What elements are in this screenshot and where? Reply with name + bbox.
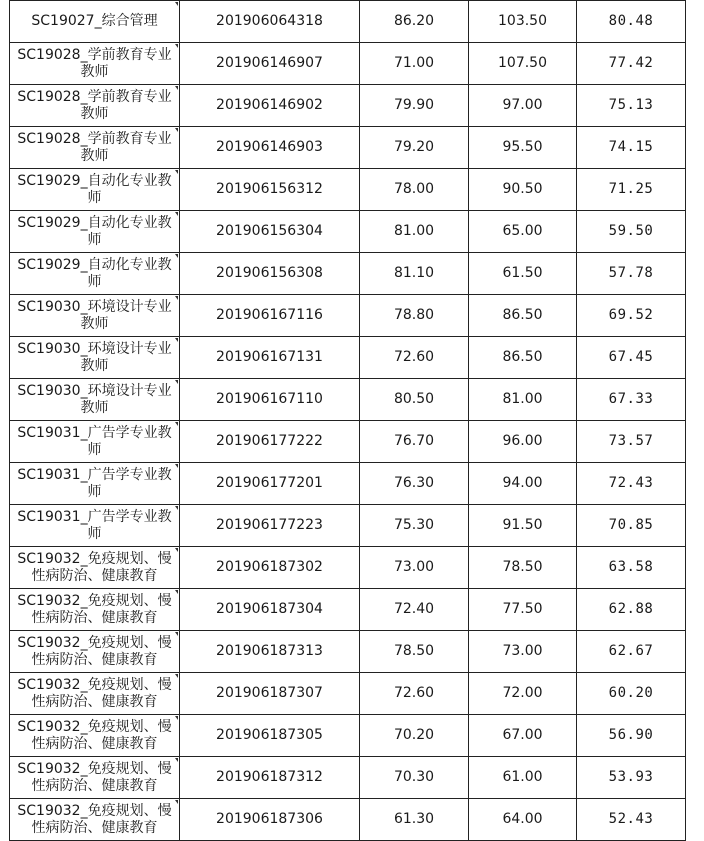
total-score-cell: 62.67 (577, 631, 686, 673)
interview-score-cell: 61.00 (469, 757, 577, 799)
interview-score-cell: 61.50 (469, 253, 577, 295)
exam-id-cell: 201906187306 (180, 799, 360, 841)
interview-score-cell: 65.00 (469, 211, 577, 253)
table-row (10, 631, 686, 673)
position-cell: SC19032_免疫规划、慢性病防治、健康教育 (10, 799, 180, 841)
table-row (10, 127, 686, 169)
written-score-cell: 73.00 (360, 547, 469, 589)
score-table-sheet (9, 0, 685, 841)
position-cell: SC19029_自动化专业教师 (10, 211, 180, 253)
score-table (9, 0, 686, 841)
table-row (10, 337, 686, 379)
written-score-cell: 61.30 (360, 799, 469, 841)
written-score-cell: 72.40 (360, 589, 469, 631)
position-cell: SC19032_免疫规划、慢性病防治、健康教育 (10, 715, 180, 757)
exam-id-cell: 201906167131 (180, 337, 360, 379)
position-cell: SC19030_环境设计专业教师 (10, 295, 180, 337)
exam-id-cell: 201906167110 (180, 379, 360, 421)
exam-id-cell: 201906064318 (180, 1, 360, 43)
position-cell: SC19031_广告学专业教师 (10, 505, 180, 547)
total-score-cell: 75.13 (577, 85, 686, 127)
position-cell: SC19032_免疫规划、慢性病防治、健康教育 (10, 547, 180, 589)
table-row (10, 505, 686, 547)
total-score-cell: 57.78 (577, 253, 686, 295)
position-cell: SC19031_广告学专业教师 (10, 463, 180, 505)
exam-id-cell: 201906146902 (180, 85, 360, 127)
total-score-cell: 59.50 (577, 211, 686, 253)
table-row (10, 799, 686, 841)
interview-score-cell: 81.00 (469, 379, 577, 421)
interview-score-cell: 72.00 (469, 673, 577, 715)
exam-id-cell: 201906146903 (180, 127, 360, 169)
interview-score-cell: 78.50 (469, 547, 577, 589)
interview-score-cell: 77.50 (469, 589, 577, 631)
table-row (10, 211, 686, 253)
exam-id-cell: 201906187307 (180, 673, 360, 715)
written-score-cell: 79.20 (360, 127, 469, 169)
position-cell: SC19028_学前教育专业教师 (10, 43, 180, 85)
total-score-cell: 69.52 (577, 295, 686, 337)
exam-id-cell: 201906177222 (180, 421, 360, 463)
position-cell: SC19030_环境设计专业教师 (10, 379, 180, 421)
position-cell: SC19029_自动化专业教师 (10, 169, 180, 211)
written-score-cell: 78.00 (360, 169, 469, 211)
total-score-cell: 80.48 (577, 1, 686, 43)
table-row (10, 295, 686, 337)
total-score-cell: 70.85 (577, 505, 686, 547)
exam-id-cell: 201906167116 (180, 295, 360, 337)
interview-score-cell: 86.50 (469, 337, 577, 379)
total-score-cell: 60.20 (577, 673, 686, 715)
written-score-cell: 71.00 (360, 43, 469, 85)
written-score-cell: 86.20 (360, 1, 469, 43)
position-cell: SC19032_免疫规划、慢性病防治、健康教育 (10, 589, 180, 631)
interview-score-cell: 107.50 (469, 43, 577, 85)
total-score-cell: 62.88 (577, 589, 686, 631)
written-score-cell: 75.30 (360, 505, 469, 547)
written-score-cell: 72.60 (360, 337, 469, 379)
position-cell: SC19032_免疫规划、慢性病防治、健康教育 (10, 631, 180, 673)
total-score-cell: 67.45 (577, 337, 686, 379)
total-score-cell: 73.57 (577, 421, 686, 463)
position-cell: SC19028_学前教育专业教师 (10, 127, 180, 169)
score-table-body (10, 1, 686, 841)
exam-id-cell: 201906156312 (180, 169, 360, 211)
written-score-cell: 78.80 (360, 295, 469, 337)
table-row (10, 43, 686, 85)
written-score-cell: 78.50 (360, 631, 469, 673)
written-score-cell: 81.00 (360, 211, 469, 253)
position-cell: SC19027_综合管理 (10, 1, 180, 43)
interview-score-cell: 91.50 (469, 505, 577, 547)
interview-score-cell: 97.00 (469, 85, 577, 127)
total-score-cell: 52.43 (577, 799, 686, 841)
total-score-cell: 74.15 (577, 127, 686, 169)
position-cell: SC19032_免疫规划、慢性病防治、健康教育 (10, 757, 180, 799)
exam-id-cell: 201906156304 (180, 211, 360, 253)
exam-id-cell: 201906177201 (180, 463, 360, 505)
interview-score-cell: 67.00 (469, 715, 577, 757)
interview-score-cell: 86.50 (469, 295, 577, 337)
exam-id-cell: 201906146907 (180, 43, 360, 85)
total-score-cell: 67.33 (577, 379, 686, 421)
written-score-cell: 79.90 (360, 85, 469, 127)
table-row (10, 757, 686, 799)
table-row (10, 253, 686, 295)
position-cell: SC19030_环境设计专业教师 (10, 337, 180, 379)
exam-id-cell: 201906187313 (180, 631, 360, 673)
table-row (10, 463, 686, 505)
exam-id-cell: 201906187312 (180, 757, 360, 799)
position-cell: SC19031_广告学专业教师 (10, 421, 180, 463)
exam-id-cell: 201906177223 (180, 505, 360, 547)
position-cell: SC19028_学前教育专业教师 (10, 85, 180, 127)
exam-id-cell: 201906156308 (180, 253, 360, 295)
total-score-cell: 77.42 (577, 43, 686, 85)
interview-score-cell: 103.50 (469, 1, 577, 43)
written-score-cell: 76.30 (360, 463, 469, 505)
exam-id-cell: 201906187302 (180, 547, 360, 589)
table-row (10, 547, 686, 589)
table-row (10, 85, 686, 127)
written-score-cell: 70.30 (360, 757, 469, 799)
total-score-cell: 63.58 (577, 547, 686, 589)
total-score-cell: 72.43 (577, 463, 686, 505)
interview-score-cell: 95.50 (469, 127, 577, 169)
written-score-cell: 72.60 (360, 673, 469, 715)
table-row (10, 715, 686, 757)
interview-score-cell: 73.00 (469, 631, 577, 673)
total-score-cell: 53.93 (577, 757, 686, 799)
table-row (10, 169, 686, 211)
total-score-cell: 71.25 (577, 169, 686, 211)
position-cell: SC19029_自动化专业教师 (10, 253, 180, 295)
exam-id-cell: 201906187305 (180, 715, 360, 757)
interview-score-cell: 64.00 (469, 799, 577, 841)
exam-id-cell: 201906187304 (180, 589, 360, 631)
interview-score-cell: 94.00 (469, 463, 577, 505)
table-row (10, 589, 686, 631)
table-row (10, 379, 686, 421)
written-score-cell: 81.10 (360, 253, 469, 295)
table-row (10, 421, 686, 463)
position-cell: SC19032_免疫规划、慢性病防治、健康教育 (10, 673, 180, 715)
written-score-cell: 76.70 (360, 421, 469, 463)
total-score-cell: 56.90 (577, 715, 686, 757)
written-score-cell: 80.50 (360, 379, 469, 421)
table-row (10, 1, 686, 43)
table-row (10, 673, 686, 715)
written-score-cell: 70.20 (360, 715, 469, 757)
interview-score-cell: 96.00 (469, 421, 577, 463)
interview-score-cell: 90.50 (469, 169, 577, 211)
